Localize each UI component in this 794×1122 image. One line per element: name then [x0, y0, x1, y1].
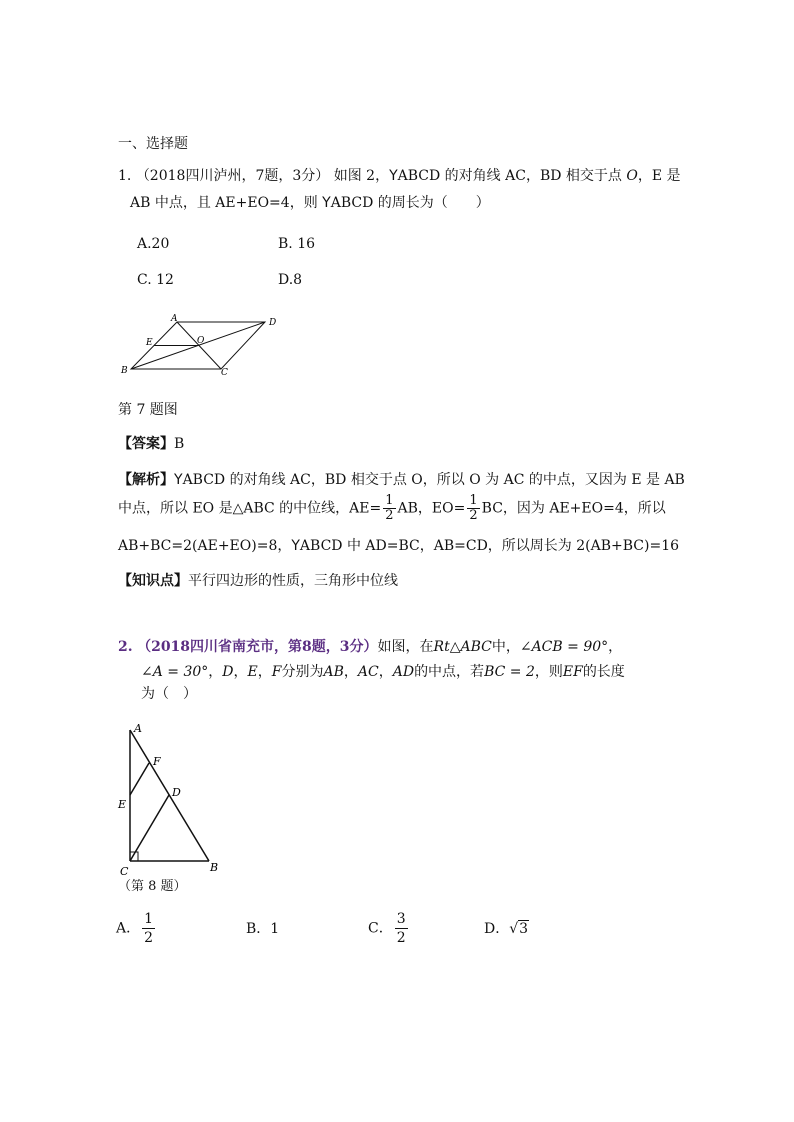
- analysis-text: ABCD 中 AD=BC，AB=CD，所以周长为 2(AB+BC)=16: [299, 538, 680, 554]
- question-stem: ，E 是: [637, 168, 681, 184]
- analysis-label: 【解析】: [118, 472, 174, 488]
- fraction: [142, 910, 155, 947]
- point-label-d: D: [269, 318, 277, 328]
- point-label-d: D: [172, 786, 181, 799]
- sqrt-icon: √: [509, 921, 519, 937]
- point-label-e: E: [118, 798, 127, 811]
- fraction-denominator: 2: [144, 930, 154, 946]
- fraction-numerator: 3: [396, 911, 406, 927]
- segment-cd: [130, 795, 169, 861]
- knowledge-text: 平行四边形的性质，三角形中位线: [188, 573, 398, 589]
- parallelogram-figure: [115, 312, 290, 380]
- knowledge-line: [118, 571, 398, 591]
- option-a: A.20: [137, 236, 170, 252]
- question-stem: 的长度: [582, 664, 625, 680]
- point-label-f: F: [153, 755, 161, 768]
- fraction-denominator: 2: [385, 508, 394, 523]
- question-2-line-2: [141, 662, 625, 682]
- math-expression: F: [271, 664, 282, 680]
- punctuation: ，: [378, 664, 393, 680]
- parallelogram-icon: Y: [322, 195, 331, 211]
- option-d: D.8: [278, 272, 303, 288]
- math-expression: ∠ACB = 90°: [519, 639, 609, 655]
- fraction-numerator: 1: [144, 911, 154, 927]
- question-stem: ABCD 的对角线 AC，BD 相交于点: [397, 168, 627, 184]
- question-number: 1.: [118, 168, 132, 184]
- math-expression: AD: [392, 664, 415, 680]
- question-stem: 的中点，若: [414, 664, 485, 680]
- analysis-line-2: [118, 494, 666, 523]
- analysis-line-3: [118, 536, 679, 556]
- math-expression: D: [222, 664, 234, 680]
- parallelogram-icon: Y: [291, 538, 300, 554]
- option-c: C. 12: [137, 272, 174, 288]
- answer-label: 【答案】: [118, 436, 174, 452]
- option-c: [368, 910, 410, 947]
- punctuation: ，: [208, 664, 223, 680]
- punctuation: ，: [233, 664, 248, 680]
- point-label-e: E: [146, 338, 153, 348]
- option-a: [116, 910, 157, 947]
- punctuation: ，: [257, 664, 272, 680]
- math-expression: BC = 2: [484, 664, 535, 680]
- question-2-line-1: [118, 637, 622, 657]
- figure-caption: 第 7 题图: [118, 402, 178, 418]
- question-2-line-3: 为（ ）: [141, 686, 197, 702]
- fraction-numerator: 1: [469, 493, 478, 508]
- question-stem: 如图，在: [377, 639, 434, 655]
- fraction-numerator: 1: [385, 493, 394, 508]
- question-stem: ，则: [534, 664, 563, 680]
- fraction: [395, 910, 408, 947]
- analysis-text: BC，因为 AE+EO=4，所以: [481, 500, 666, 517]
- analysis-text: AB，EO=: [397, 500, 466, 517]
- math-expression: AC: [357, 664, 379, 680]
- analysis-text: 中点，所以 EO 是△ABC 的中位线，AE=: [118, 500, 382, 517]
- fraction: [383, 494, 395, 523]
- answer-value: B: [174, 436, 185, 452]
- fraction-denominator: 2: [469, 508, 478, 523]
- parallelogram-icon: Y: [389, 168, 398, 184]
- question-source: （2018四川省南充市，第8题，3分）: [137, 639, 378, 655]
- option-label: C．: [368, 920, 393, 937]
- punctuation: ，: [343, 664, 358, 680]
- point-label-o: O: [197, 336, 205, 346]
- option-b: B. 16: [278, 236, 316, 252]
- option-label: A．: [116, 920, 141, 937]
- question-stem: ABCD 的周长为（ ）: [330, 195, 490, 211]
- option-d: [484, 919, 529, 939]
- point-label-b: B: [121, 366, 128, 376]
- question-source: （2018四川泸州，7题，3分）: [135, 168, 330, 184]
- question-stem: 如图 2，: [333, 168, 390, 184]
- question-1-line-1: [118, 166, 681, 186]
- question-1-line-2: [130, 193, 490, 213]
- analysis-line-1: [118, 470, 685, 490]
- math-expression: ∠A = 30°: [141, 664, 209, 680]
- point-label-a: A: [171, 314, 178, 324]
- option-label: D．: [484, 921, 510, 937]
- point-label-b: B: [210, 861, 219, 874]
- knowledge-label: 【知识点】: [118, 573, 188, 589]
- point-label-c: C: [120, 865, 129, 878]
- question-number: 2.: [118, 639, 133, 655]
- math-expression: EF: [562, 664, 583, 680]
- point-label: O: [626, 168, 638, 184]
- fraction-denominator: 2: [396, 930, 406, 946]
- fraction: [467, 494, 479, 523]
- question-stem: 分别为: [281, 664, 324, 680]
- point-label-c: C: [221, 368, 228, 378]
- analysis-text: ABCD 的对角线 AC，BD 相交于点 O，所以 O 为 AC 的中点，又因为 E 是 AB: [182, 472, 685, 488]
- math-expression: E: [247, 664, 258, 680]
- question-stem: AB 中点，且 AE+EO=4，则: [130, 195, 323, 211]
- answer-line: [118, 434, 184, 454]
- analysis-text: AB+BC=2(AE+EO)=8，: [118, 538, 292, 554]
- math-expression: AB: [323, 664, 344, 680]
- figure-caption: （第 8 题）: [118, 879, 187, 894]
- question-stem: ，: [608, 639, 623, 655]
- math-expression: Rt△ABC: [433, 639, 492, 655]
- question-stem: 中，: [491, 639, 520, 655]
- triangle-figure: [112, 718, 227, 878]
- square-root: [509, 919, 529, 939]
- segment-ef: [130, 763, 149, 795]
- radicand: 3: [519, 921, 529, 937]
- point-label-a: A: [134, 722, 142, 735]
- option-b: B．1: [246, 921, 280, 937]
- section-title: 一、选择题: [118, 136, 188, 152]
- parallelogram-icon: Y: [174, 472, 183, 488]
